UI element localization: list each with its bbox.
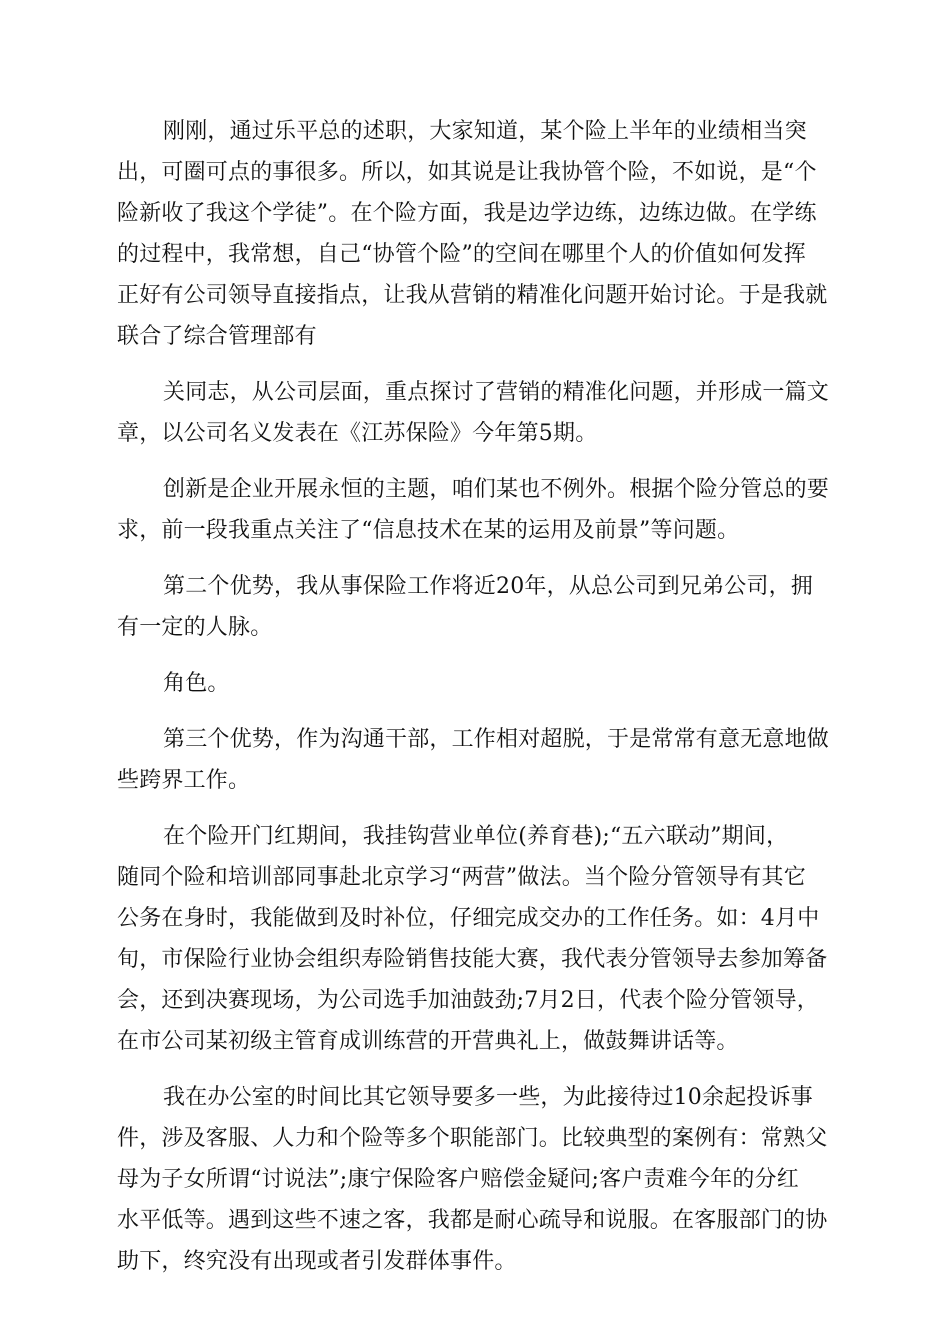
text-line: 求，前一段我重点关注了“信息技术在某的运用及前景”等问题。 (117, 518, 740, 543)
paragraph-1 (117, 111, 833, 357)
text-line: 我在办公室的时间比其它领导要多一些，为此接待过10余起投诉事 (163, 1085, 813, 1110)
paragraph-2 (117, 372, 833, 454)
text-line: 正好有公司领导直接指点，让我从营销的精准化问题开始讨论。于是我就 (117, 283, 828, 308)
text-line: 的过程中，我常想，自己“协管个险”的空间在哪里个人的价值如何发挥 (117, 242, 806, 267)
paragraph-5 (117, 663, 833, 704)
text-line: 联合了综合管理部有 (117, 324, 317, 349)
text-line: 第二个优势，我从事保险工作将近20年，从总公司到兄弟公司，拥 (163, 574, 813, 599)
text-line: 旬，市保险行业协会组织寿险销售技能大赛，我代表分管领导去参加筹备 (117, 947, 828, 972)
paragraph-7 (117, 816, 833, 1062)
text-line: 随同个险和培训部同事赴北京学习“两营”做法。当个险分管领导有其它 (117, 865, 806, 890)
text-line: 水平低等。遇到这些不速之客，我都是耐心疏导和说服。在客服部门的协 (117, 1208, 828, 1233)
text-line: 母为子女所谓“讨说法”;康宁保险客户赔偿金疑问;客户责难今年的分红 (117, 1167, 799, 1192)
paragraph-3 (117, 469, 833, 551)
paragraph-8 (117, 1077, 833, 1282)
text-line: 刚刚，通过乐平总的述职，大家知道，某个险上半年的业绩相当突 (163, 119, 807, 144)
document-body (117, 111, 833, 1297)
text-line: 险新收了我这个学徒”。在个险方面，我是边学边练，边练边做。在学练 (117, 201, 817, 226)
paragraph-6 (117, 719, 833, 801)
text-line: 助下，终究没有出现或者引发群体事件。 (117, 1249, 517, 1274)
text-line: 出，可圈可点的事很多。所以，如其说是让我协管个险，不如说，是“个 (117, 160, 817, 185)
text-line: 有一定的人脉。 (117, 615, 273, 640)
text-line: 在市公司某初级主管育成训练营的开营典礼上，做鼓舞讲话等。 (117, 1029, 739, 1054)
text-line: 第三个优势，作为沟通干部，工作相对超脱，于是常常有意无意地做 (163, 727, 830, 752)
text-line: 关同志，从公司层面，重点探讨了营销的精准化问题，并形成一篇文 (163, 380, 830, 405)
paragraph-4 (117, 566, 833, 648)
text-line: 在个险开门红期间，我挂钩营业单位(养育巷);“五六联动”期间， (163, 824, 789, 849)
text-line: 创新是企业开展永恒的主题，咱们某也不例外。根据个险分管总的要 (163, 477, 830, 502)
text-line: 章，以公司名义发表在《江苏保险》今年第5期。 (117, 421, 598, 446)
text-line: 些跨界工作。 (117, 768, 251, 793)
text-line: 角色。 (163, 671, 230, 696)
text-line: 公务在身时，我能做到及时补位，仔细完成交办的工作任务。如：4月中 (117, 906, 820, 931)
text-line: 件，涉及客服、人力和个险等多个职能部门。比较典型的案例有：常熟父 (117, 1126, 828, 1151)
text-line: 会，还到决赛现场，为公司选手加油鼓劲;7月2日，代表个险分管领导， (117, 988, 820, 1013)
